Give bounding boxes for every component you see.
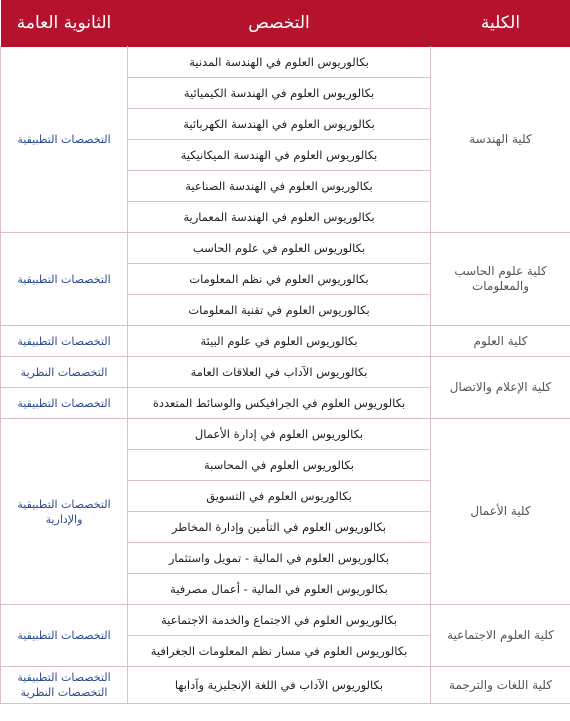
table-row [1, 667, 570, 704]
secondary-cell: التخصصات التطبيقية [1, 233, 128, 326]
college-cell: كلية الهندسة [431, 47, 570, 233]
secondary-cell: التخصصات التطبيقية [1, 326, 128, 357]
major-cell: بكالوريوس العلوم في الهندسة المدنية [128, 47, 431, 78]
college-cell: كلية العلوم [431, 326, 570, 357]
major-cell: بكالوريوس العلوم في المحاسبة [128, 450, 431, 481]
header-row [1, 0, 570, 47]
major-cell: بكالوريوس العلوم في الاجتماع والخدمة الاجتماعية [128, 605, 431, 636]
table-row [1, 233, 570, 264]
table-row [1, 605, 570, 636]
table-row [1, 326, 570, 357]
header-college: الكلية [431, 0, 570, 47]
major-cell: بكالوريوس العلوم في التأمين وإدارة المخاطر [128, 512, 431, 543]
major-cell: بكالوريوس العلوم في نظم المعلومات [128, 264, 431, 295]
header-major: التخصص [128, 0, 431, 47]
college-cell: كلية اللغات والترجمة [431, 667, 570, 704]
major-cell: بكالوريوس العلوم في إدارة الأعمال [128, 419, 431, 450]
college-cell: كلية الإعلام والاتصال [431, 357, 570, 419]
major-cell: بكالوريوس العلوم في الهندسة الكيميائية [128, 78, 431, 109]
header-secondary: الثانوية العامة [1, 0, 128, 47]
secondary-cell: التخصصات التطبيقية [1, 605, 128, 667]
secondary-cell: التخصصات التطبيقية والإدارية [1, 419, 128, 605]
secondary-cell: التخصصات النظرية [1, 357, 128, 388]
major-cell: بكالوريوس العلوم في الهندسة الصناعية [128, 171, 431, 202]
table-row [1, 357, 570, 388]
table-row [1, 419, 570, 450]
major-cell: بكالوريوس العلوم في علوم البيئة [128, 326, 431, 357]
major-cell: بكالوريوس العلوم في التسويق [128, 481, 431, 512]
major-cell: بكالوريوس العلوم في الهندسة الميكانيكية [128, 140, 431, 171]
college-cell: كلية علوم الحاسب والمعلومات [431, 233, 570, 326]
major-cell: بكالوريوس العلوم في الهندسة الكهربائية [128, 109, 431, 140]
major-cell: بكالوريوس الآداب في اللغة الإنجليزية وآدابها [128, 667, 431, 704]
major-cell: بكالوريوس العلوم في المالية - أعمال مصرفية [128, 574, 431, 605]
major-cell: بكالوريوس العلوم في مسار نظم المعلومات الجغرافية [128, 636, 431, 667]
college-cell: كلية الأعمال [431, 419, 570, 605]
secondary-cell: التخصصات التطبيقية التخصصات النظرية [1, 667, 128, 704]
major-cell: بكالوريوس العلوم في الجرافيكس والوسائط المتعددة [128, 388, 431, 419]
major-cell: بكالوريوس العلوم في الهندسة المعمارية [128, 202, 431, 233]
major-cell: بكالوريوس العلوم في علوم الحاسب [128, 233, 431, 264]
table-row [1, 47, 570, 78]
college-cell: كلية العلوم الاجتماعية [431, 605, 570, 667]
major-cell: بكالوريوس الآداب في العلاقات العامة [128, 357, 431, 388]
secondary-cell: التخصصات التطبيقية [1, 47, 128, 233]
major-cell: بكالوريوس العلوم في المالية - تمويل واستثمار [128, 543, 431, 574]
major-cell: بكالوريوس العلوم في تقنية المعلومات [128, 295, 431, 326]
secondary-cell: التخصصات التطبيقية [1, 388, 128, 419]
